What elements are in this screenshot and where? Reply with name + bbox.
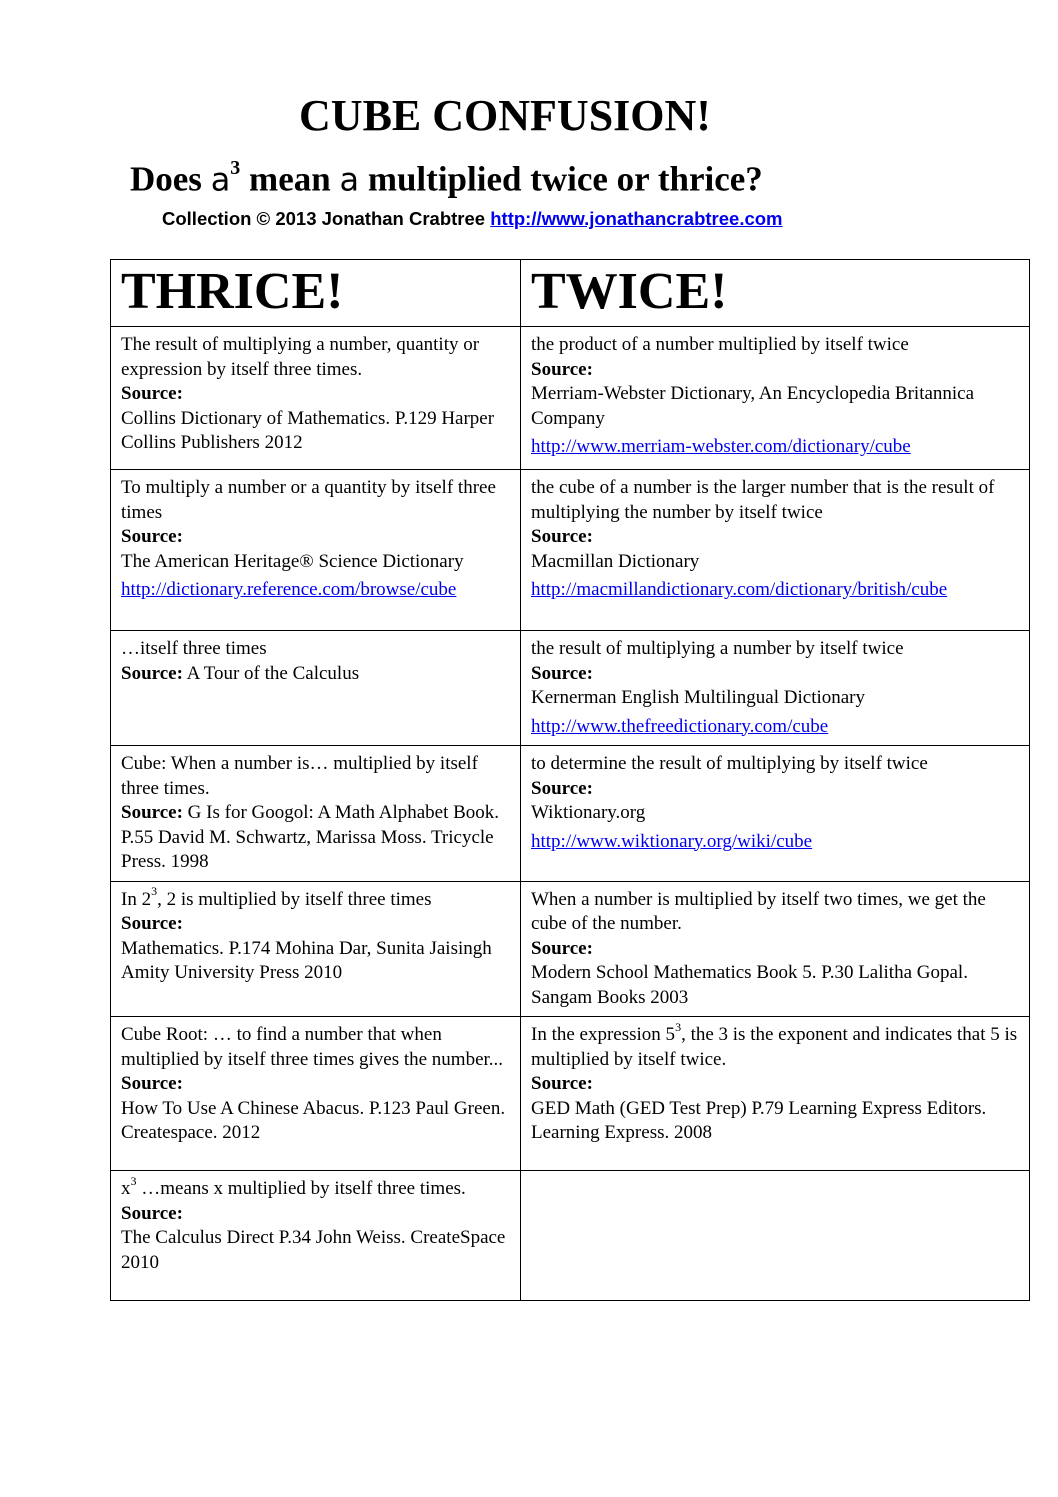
table-row bbox=[111, 746, 1030, 882]
table-row bbox=[111, 470, 1030, 631]
source-line bbox=[121, 912, 510, 937]
cell-twice bbox=[521, 881, 1030, 1017]
source-citation: Modern School Mathematics Book 5. P.30 Lalitha Gopal. Sangam Books 2003 bbox=[531, 962, 968, 1008]
definition-text-pre: In the expression 5 bbox=[531, 1024, 676, 1045]
definition-text-pre: x bbox=[121, 1178, 131, 1199]
subtitle-variable: a bbox=[210, 160, 231, 199]
definition-text bbox=[531, 476, 1019, 525]
column-header-thrice: THRICE! bbox=[111, 260, 521, 327]
source-label: Source: bbox=[531, 662, 593, 684]
source-line bbox=[121, 801, 510, 875]
cell-twice bbox=[521, 1017, 1030, 1171]
column-header-twice: TWICE! bbox=[521, 260, 1030, 327]
table-row bbox=[111, 327, 1030, 470]
source-line bbox=[121, 1072, 510, 1097]
source-line bbox=[121, 525, 510, 550]
source-label: Source: bbox=[121, 913, 183, 934]
source-citation: The Calculus Direct P.34 John Weiss. CreateSpace 2010 bbox=[121, 1227, 506, 1273]
definition-text bbox=[121, 333, 510, 382]
source-link[interactable]: http://www.wiktionary.org/wiki/cube bbox=[531, 830, 813, 852]
definition-text bbox=[531, 637, 1019, 662]
definition-text bbox=[121, 1023, 510, 1072]
source-line bbox=[531, 525, 1019, 550]
definition-text-body: …itself three times bbox=[121, 638, 267, 659]
source-label: Source: bbox=[121, 1073, 183, 1094]
definition-text-body: the product of a number multiplied by itself twice bbox=[531, 334, 909, 355]
table-header-row bbox=[111, 260, 1030, 327]
table-row bbox=[111, 631, 1030, 746]
definition-exponent: 3 bbox=[130, 1173, 137, 1188]
cell-thrice bbox=[111, 881, 521, 1017]
source-label: Source: bbox=[531, 937, 593, 959]
source-label: Source: bbox=[121, 526, 183, 547]
source-line bbox=[531, 358, 1019, 383]
definition-text bbox=[121, 1173, 510, 1202]
source-line bbox=[531, 1072, 1019, 1097]
cell-thrice bbox=[111, 1171, 521, 1301]
source-link[interactable]: http://dictionary.reference.com/browse/cube bbox=[121, 579, 457, 600]
source-line bbox=[121, 382, 510, 407]
source-citation: Collins Dictionary of Mathematics. P.129 Harper Collins Publishers 2012 bbox=[121, 407, 495, 453]
definition-text bbox=[121, 476, 510, 525]
subtitle-exponent: 3 bbox=[230, 157, 241, 179]
source-label: Source: bbox=[121, 802, 183, 823]
definition-text-pre: In 2 bbox=[121, 888, 152, 910]
page-title: CUBE CONFUSION! bbox=[299, 91, 711, 140]
source-line bbox=[531, 777, 1019, 802]
source-line bbox=[531, 662, 1019, 687]
cell-twice bbox=[521, 1171, 1030, 1301]
definition-exponent: 3 bbox=[151, 884, 158, 899]
comparison-table bbox=[110, 259, 1030, 1301]
definition-text-body: Cube: When a number is… multiplied by itself three times. bbox=[121, 753, 478, 799]
definition-text-post: …means x multiplied by itself three times. bbox=[136, 1178, 466, 1199]
cell-twice bbox=[521, 327, 1030, 470]
definition-text-post: , the 3 is the exponent and indicates that 5 is multiplied by itself twice. bbox=[531, 1024, 1018, 1070]
source-citation: Wiktionary.org bbox=[531, 802, 646, 823]
subtitle-middle: mean bbox=[240, 159, 340, 199]
definition-text bbox=[121, 752, 510, 801]
source-link[interactable]: http://www.thefreedictionary.com/cube bbox=[531, 715, 829, 737]
credit-line bbox=[162, 207, 783, 231]
source-label: Source: bbox=[531, 358, 593, 380]
definition-text-body: Cube Root: … to find a number that when multiplied by itself three times gives the number... bbox=[121, 1024, 504, 1070]
source-citation: GED Math (GED Test Prep) P.79 Learning Express Editors. Learning Express. 2008 bbox=[531, 1097, 987, 1143]
source-citation: The American Heritage® Science Dictionary bbox=[121, 550, 464, 572]
definition-text-body: the cube of a number is the larger number that is the result of multiplying the number by itself twice bbox=[531, 477, 995, 523]
source-citation: Merriam-Webster Dictionary, An Encyclopedia Britannica Company bbox=[531, 383, 975, 429]
cell-thrice bbox=[111, 327, 521, 470]
definition-text bbox=[531, 1019, 1019, 1072]
source-citation: Macmillan Dictionary bbox=[531, 550, 700, 572]
cell-thrice bbox=[111, 1017, 521, 1171]
source-citation: G Is for Googol: A Math Alphabet Book. P.55 David M. Schwartz, Marissa Moss. Tricycle Press. 1998 bbox=[121, 802, 500, 872]
definition-text-body: the result of multiplying a number by itself twice bbox=[531, 638, 904, 659]
definition-text bbox=[531, 752, 1019, 777]
cell-thrice bbox=[111, 746, 521, 882]
source-citation: A Tour of the Calculus bbox=[182, 662, 360, 684]
table-row bbox=[111, 1171, 1030, 1301]
definition-text bbox=[531, 333, 1019, 358]
table-row bbox=[111, 881, 1030, 1017]
source-line bbox=[121, 1202, 510, 1227]
source-citation: Mathematics. P.174 Mohina Dar, Sunita Jaisingh Amity University Press 2010 bbox=[121, 937, 492, 983]
source-link[interactable]: http://www.merriam-webster.com/dictionary/cube bbox=[531, 436, 911, 457]
definition-text bbox=[531, 888, 1019, 937]
source-label: Source: bbox=[121, 1202, 183, 1224]
definition-text-body: to determine the result of multiplying by itself twice bbox=[531, 753, 928, 774]
definition-text-body: The result of multiplying a number, quantity or expression by itself three times. bbox=[121, 334, 480, 380]
cell-twice bbox=[521, 746, 1030, 882]
cell-twice bbox=[521, 631, 1030, 746]
subtitle-prefix: Does bbox=[130, 159, 211, 199]
source-label: Source: bbox=[531, 526, 593, 547]
source-citation: Kernerman English Multilingual Dictionary bbox=[531, 687, 866, 708]
table-row bbox=[111, 1017, 1030, 1171]
definition-text-post: , 2 is multiplied by itself three times bbox=[157, 888, 432, 910]
cell-thrice bbox=[111, 631, 521, 746]
source-label: Source: bbox=[531, 777, 593, 799]
cell-thrice bbox=[111, 470, 521, 631]
source-line bbox=[121, 662, 510, 687]
source-label: Source: bbox=[121, 383, 183, 404]
credit-text: Collection © 2013 Jonathan Crabtree bbox=[162, 208, 491, 229]
subtitle-suffix: multiplied twice or thrice? bbox=[359, 159, 763, 199]
definition-exponent: 3 bbox=[675, 1019, 682, 1034]
definition-text-body: When a number is multiplied by itself two times, we get the cube of the number. bbox=[531, 888, 986, 934]
source-label: Source: bbox=[121, 662, 183, 684]
source-label: Source: bbox=[531, 1073, 593, 1094]
subtitle-variable-2: a bbox=[339, 160, 360, 199]
source-citation: How To Use A Chinese Abacus. P.123 Paul Green. Createspace. 2012 bbox=[121, 1097, 506, 1143]
source-link[interactable]: http://macmillandictionary.com/dictionary/british/cube bbox=[531, 579, 948, 600]
definition-text bbox=[121, 637, 510, 662]
definition-text-body: To multiply a number or a quantity by itself three times bbox=[121, 477, 496, 523]
cell-twice bbox=[521, 470, 1030, 631]
page-subtitle bbox=[130, 150, 763, 202]
source-line bbox=[531, 937, 1019, 962]
credit-link[interactable]: http://www.jonathancrabtree.com bbox=[490, 208, 783, 229]
definition-text bbox=[121, 884, 510, 913]
